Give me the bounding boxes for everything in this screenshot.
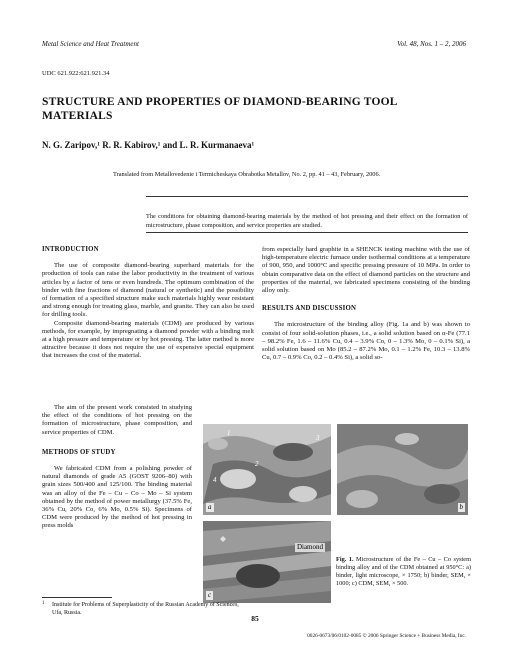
figure-panel-b xyxy=(337,424,468,515)
page-number: 85 xyxy=(251,614,259,623)
micrograph-b-image xyxy=(337,424,468,515)
phase-label-2: 2 xyxy=(255,460,259,468)
figure-panel-c xyxy=(203,521,331,603)
figure-panel-a xyxy=(203,424,331,515)
figure-caption xyxy=(336,556,471,588)
footnote-rule xyxy=(42,597,112,598)
panel-label-c: c xyxy=(208,591,212,599)
paper-title: STRUCTURE AND PROPERTIES OF DIAMOND-BEARING TOOL MATERIALS xyxy=(42,96,397,122)
figure-caption-text: Microstructure of the Fe – Cu – Co system binding alloy and of the CDM obtained at 950°C: a) binder, light microscope, × 1750; b) binder, SEM, × 1000; c) CDM, SEM, × 500. xyxy=(336,556,471,587)
intro-paragraph-2: Composite diamond-bearing materials (CDM) are produced by various methods, for example, by impregnating a diamond powder with a binding melt at a high pressure and temperature or by hot pressing. The latter method is more attractive because it does not require the use of expensive special equipment that increases the cost of the material. xyxy=(42,319,254,360)
abstract-top-rule xyxy=(146,196,468,197)
journal-name: Metal Science and Heat Treatment xyxy=(42,40,139,48)
diamond-label: Diamond xyxy=(296,543,323,551)
micrograph-a-image xyxy=(203,424,331,515)
panel-label-a: a xyxy=(208,503,212,511)
left-column xyxy=(42,246,254,361)
left-column-narrow xyxy=(42,404,192,531)
abstract: The conditions for obtaining diamond-bearing materials by the method of hot pressing and their effect on the formation of microstructure, phase composition, and service properties are studied. xyxy=(146,213,468,229)
panel-label-b: b xyxy=(459,503,463,511)
section-heading-methods: METHODS OF STUDY xyxy=(42,448,116,456)
issue-info: Vol. 48, Nos. 1 – 2, 2006 xyxy=(397,40,466,48)
methods-paragraph-2: from especially hard graphite in a SHENCK testing machine with the use of high-temperature electric furnace under isothermal conditions at a temperature of 900, 950, and 1000°C and specific pressing pressure of 10 MPa. In order to obtain comparative data on the effect of diamond particles on the structure and properties of the material, we fabricated specimens consisting of the binding alloy only. xyxy=(262,246,470,295)
section-heading-introduction: INTRODUCTION xyxy=(42,246,99,253)
phase-label-4: 4 xyxy=(213,476,217,484)
footnote-marker: 1 xyxy=(42,601,45,606)
methods-paragraph-1: We fabricated CDM from a polishing powder of natural diamonds of grade A5 (GOST 9206–80) with grain sizes 500/400 and 125/100. The binding material was an alloy of the Fe – Cu – Co – Mo – Si system obtained by the method of power metallurgy (37.5% Fe, 36% Cu, 20% Co, 6% Mo, 0.5% Si). Specimens of CDM were produced by the method of hot pressing in press molds xyxy=(42,465,192,530)
figure-caption-title: Fig. 1. xyxy=(336,556,354,563)
phase-label-1: 1 xyxy=(227,429,231,437)
intro-paragraph-3: The aim of the present work consisted in studying the effect of the conditions of hot pressing on the formation of microstructure, phase composition, and service properties of CDM. xyxy=(42,404,192,436)
section-heading-results: RESULTS AND DISCUSSION xyxy=(262,305,357,313)
translation-note: Translated from Metallovedenie i Termicheskaya Obrabotka Metallov, No. 2, pp. 41 – 43, February, 2006. xyxy=(113,171,381,178)
authors: N. G. Zaripov,¹ R. R. Kabirov,¹ and L. R. Kurmanaeva¹ xyxy=(42,140,255,150)
right-column xyxy=(262,246,470,362)
intro-paragraph-1: The use of composite diamond-bearing superhard materials for the production of tools can raise the labor productivity in the treatment of various articles by a factor of tens or even hundreds. The optimum combination of the binder with fine fractions of diamond (natural or synthetic) and the possibility of formation of a specified structure make such materials highly wear resistant and strong enough for treating glass, marble, and granite. They can also be used for drilling tools. xyxy=(42,262,254,319)
micrograph-c-image xyxy=(203,521,331,603)
footnote-text: Institute for Problems of Superplasticity of the Russian Academy of Sciences, Ufa, Russia. xyxy=(52,602,239,616)
results-paragraph-1: The microstructure of the binding alloy (Fig. 1a and b) was shown to consist of four solid-solution phases, i.e., a solid solution based on α-Fe (77.1 – 98.2% Fe, 1.6 – 11.6% Cu, 0.4 – 3.9% Co, 0 – 1.3% Mo, 0 – 0.1% Si), a solid solution based on Mo (85.2 – 87.2% Mo, 0.1 – 1.2% Fe, 10.3 – 13.8% Cu, 0.7 – 0.9% Co, 0.2 – 0.4% Si), a solid so- xyxy=(262,321,470,362)
phase-label-3: 3 xyxy=(316,434,320,442)
abstract-bottom-rule xyxy=(146,232,468,233)
copyright-line: 0026-0673/06/0102-0085 © 2006 Springer Science + Business Media, Inc. xyxy=(307,633,466,639)
udc-code: UDC 621.922:621.921.34 xyxy=(42,70,110,77)
